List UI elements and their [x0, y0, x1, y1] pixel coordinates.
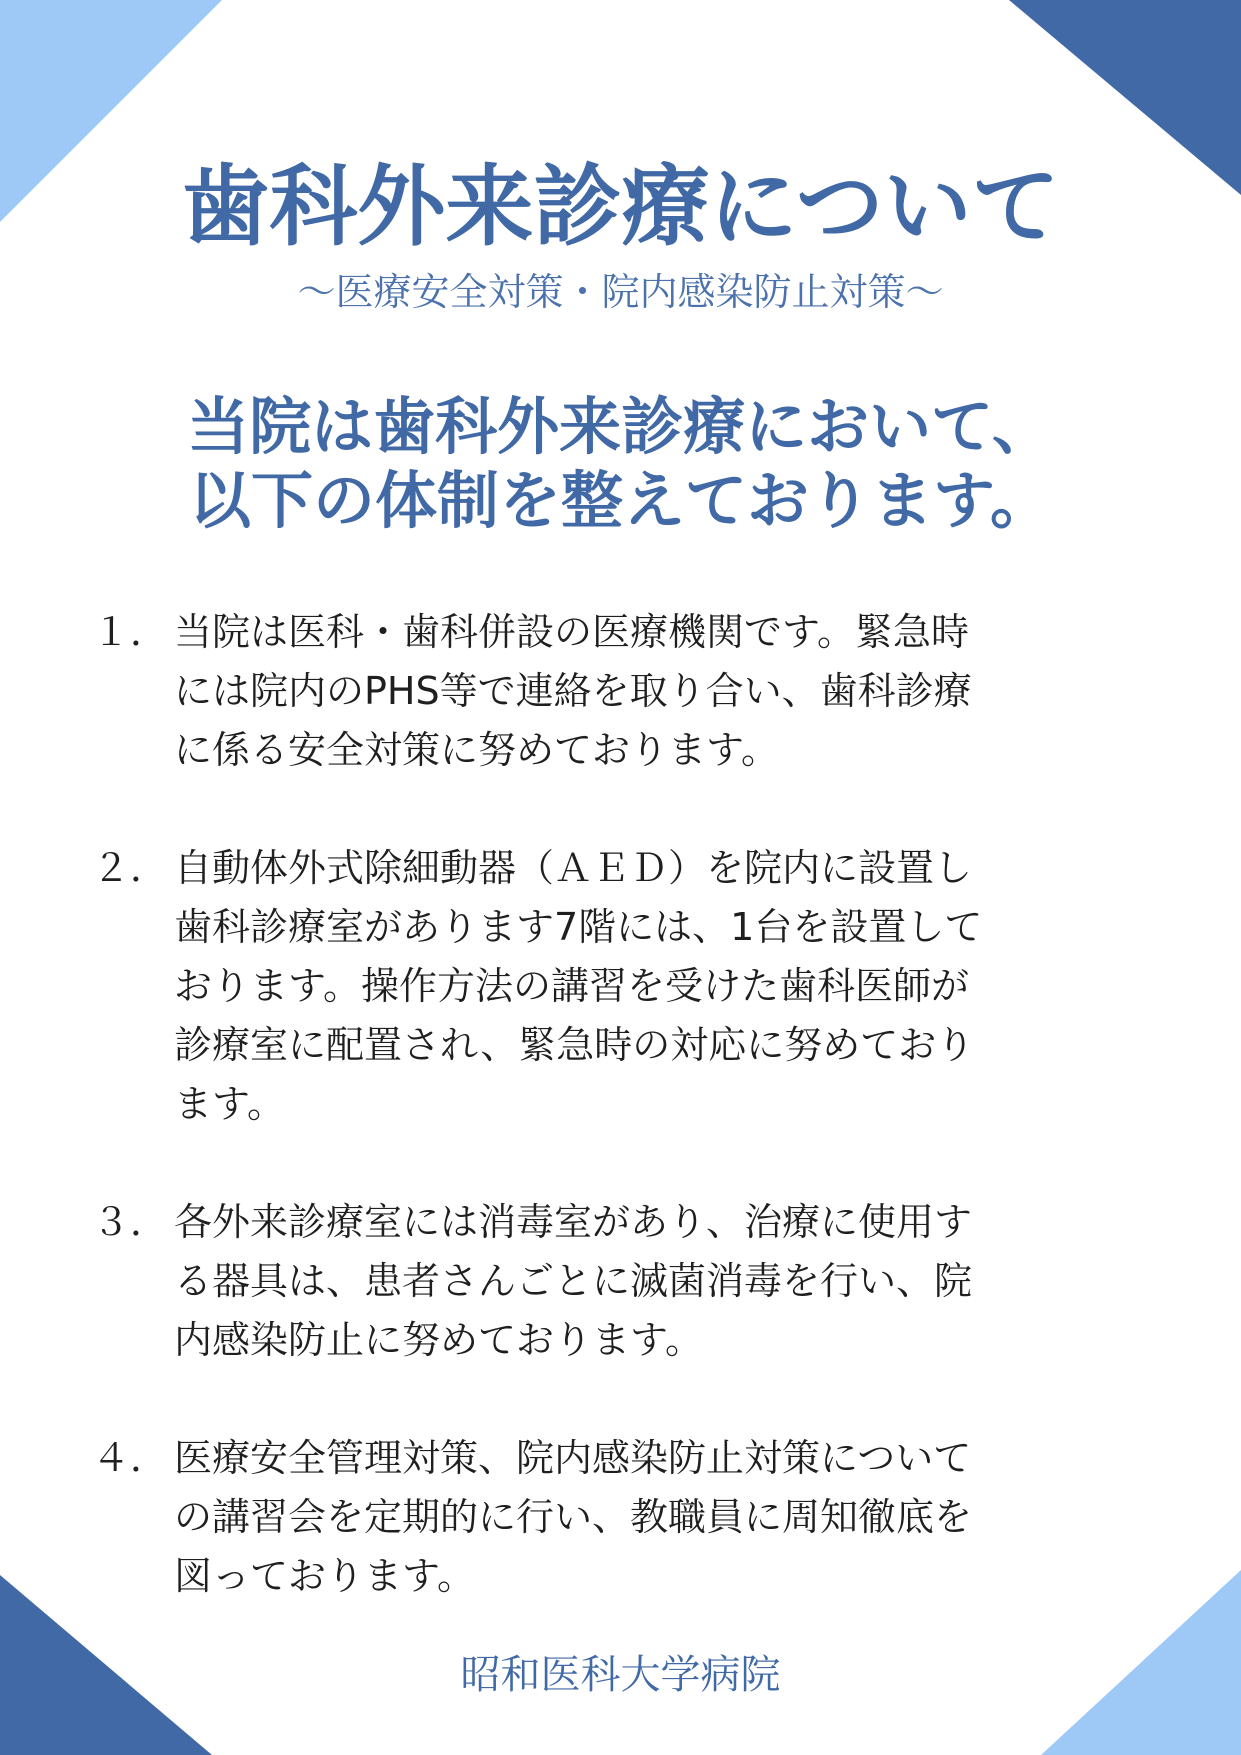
headline [0, 390, 1241, 538]
list-item [92, 1193, 1092, 1370]
list-item-line: ます。 [174, 1082, 285, 1126]
headline-line-2: 以下の体制を整えております。 [188, 464, 1053, 537]
list-item-line: 図っております。 [174, 1554, 475, 1598]
list-item-line: 医療安全管理対策、院内感染防止対策について [174, 1436, 972, 1480]
list-item-text [174, 839, 1084, 1134]
list-item-line: 内感染防止に努めております。 [174, 1318, 703, 1362]
list-item-number: ４． [92, 1436, 169, 1480]
list-item-line: 当院は医科・歯科併設の医療機関です。緊急時 [174, 610, 969, 654]
hospital-name: 昭和医科大学病院 [460, 1652, 781, 1698]
list-item [92, 839, 1092, 1134]
list-item-number: ３． [92, 1200, 169, 1244]
list-item [92, 603, 1092, 780]
list-item [92, 1429, 1092, 1606]
list-item-text [174, 1193, 1084, 1370]
list-item-line: る器具は、患者さんごとに滅菌消毒を行い、院 [174, 1259, 973, 1303]
list-item-number: １． [92, 610, 169, 654]
list-item-text [174, 1429, 1084, 1606]
list-item-line: の講習会を定期的に行い、教職員に周知徹底を [174, 1495, 973, 1539]
list-item-text [174, 603, 1084, 780]
list-item-number: ２． [92, 846, 169, 890]
list-item-line: 診療室に配置され、緊急時の対応に努めており [174, 1023, 975, 1067]
list-item-line: 自動体外式除細動器（ＡＥＤ）を院内に設置し [174, 846, 973, 890]
policy-list [92, 603, 1092, 1606]
list-item-line: 各外来診療室には消毒室があり、治療に使用す [174, 1200, 973, 1244]
page-subtitle: ～医療安全対策・院内感染防止対策～ [297, 270, 944, 314]
list-item-line: おります。操作方法の講習を受けた歯科医師が [174, 964, 969, 1008]
list-item-line: に係る安全対策に努めております。 [174, 728, 779, 772]
list-item-line: には院内のPHS等で連絡を取り合い、歯科診療 [174, 669, 972, 713]
page-title: 歯科外来診療について [181, 155, 1060, 258]
headline-line-1: 当院は歯科外来診療において、 [187, 390, 1054, 463]
list-item-line: 歯科診療室があります7階には、1台を設置して [174, 905, 983, 949]
